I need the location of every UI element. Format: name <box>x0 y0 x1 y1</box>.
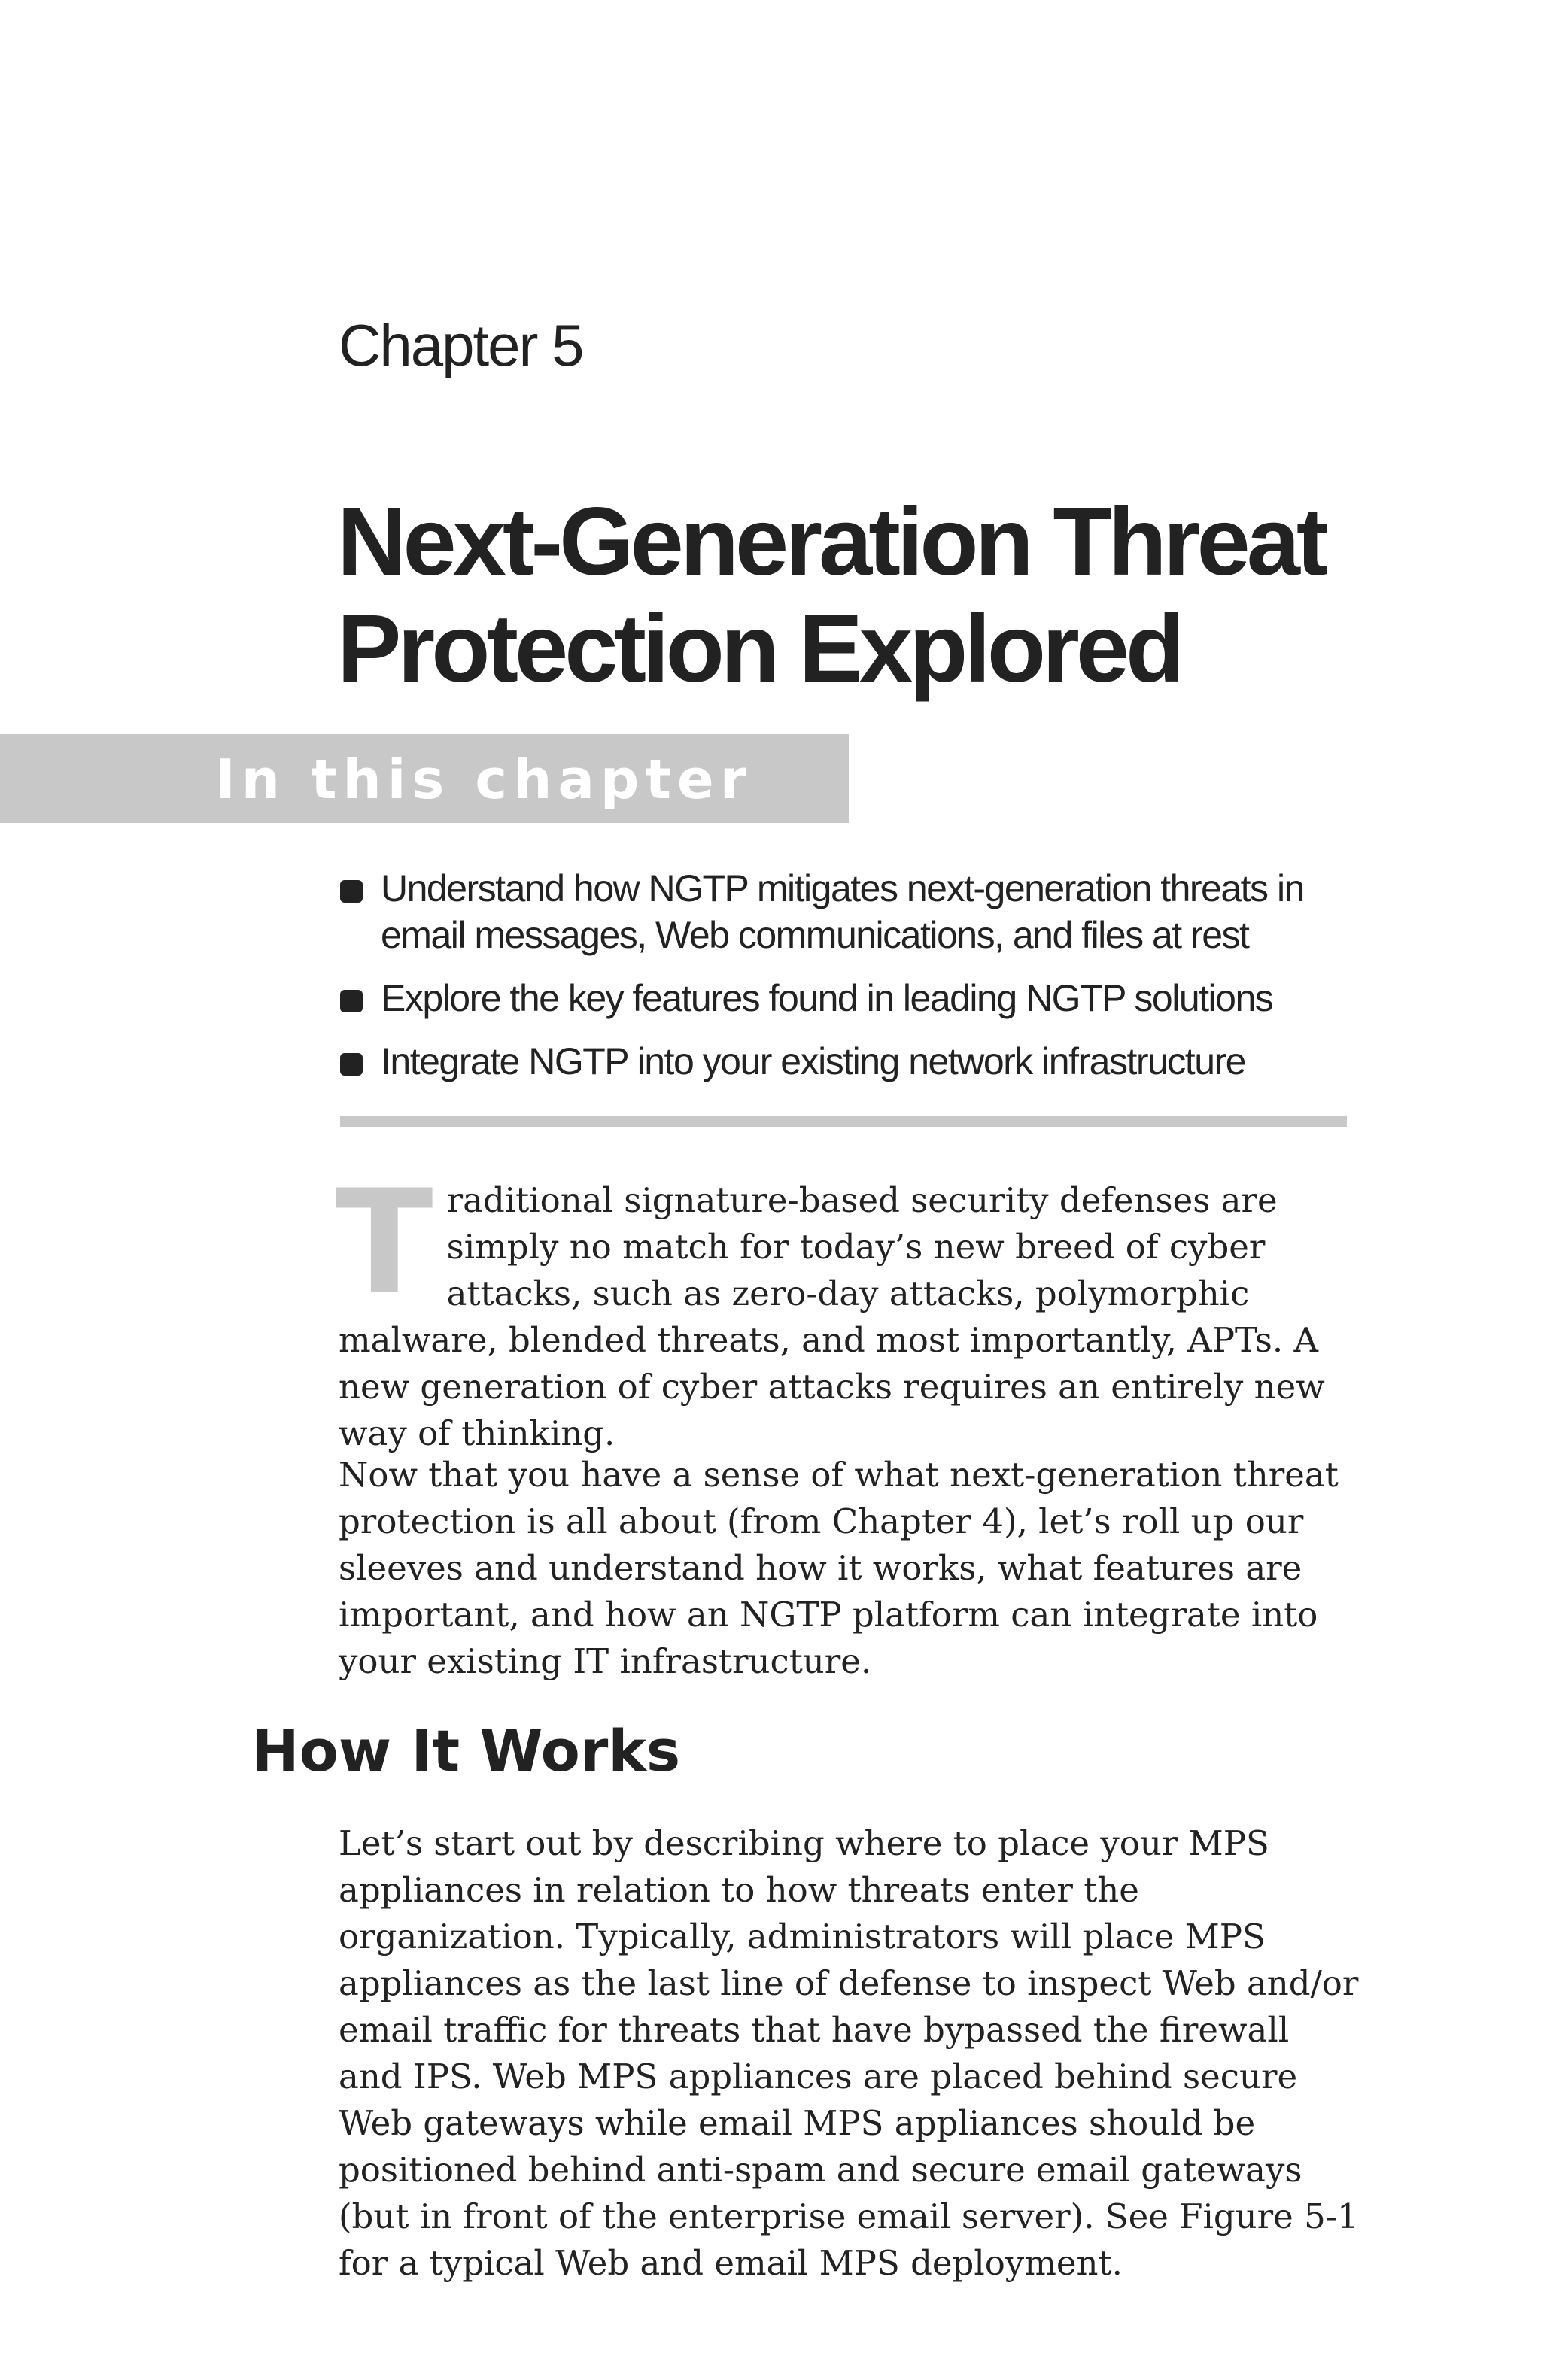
in-this-chapter-banner <box>0 734 849 823</box>
list-item-text: Understand how NGTP mitigates next-generation threats in email messages, Web communications, and files at rest <box>381 867 1304 956</box>
section-divider <box>340 1116 1347 1127</box>
square-bullet-icon <box>340 990 363 1012</box>
context-paragraph: Now that you have a sense of what next-generation threat protection is all about (from Chapter 4), let’s roll up our sleeves and understand how it works, what features are important, and how an NGTP platform can integrate into your existing IT infrastructure. <box>339 1455 1339 1681</box>
list-item-text: Explore the key features found in leading NGTP solutions <box>381 977 1273 1019</box>
banner-label: In this chapter <box>215 748 753 811</box>
section-heading: How It Works <box>251 1717 681 1784</box>
list-item <box>339 1038 1362 1085</box>
intro-paragraph-text: raditional signature-based security defenses are simply no match for today’s new breed of cyber attacks, such as zero-day attacks, polymorphic malware, blended threats, and most importantly, APTs. A new generation of cyber attacks requires an entirely new way of thinking. <box>339 1180 1325 1453</box>
square-bullet-icon <box>340 880 363 903</box>
list-item-text: Integrate NGTP into your existing network infrastructure <box>381 1040 1245 1082</box>
chapter-objectives-list <box>339 865 1362 1101</box>
how-it-works-paragraph: Let’s start out by describing where to place your MPS appliances in relation to how threats enter the organization. Typically, administrators will place MPS appliances as the last line of defense to inspect Web and/or email traffic for threats that have bypassed the firewall and IPS. Web MPS appliances are placed behind secure Web gateways while email MPS appliances should be positioned behind anti-spam and secure email gateways (but in front of the enterprise email server). See Figure 5-1 for a typical Web and email MPS deployment. <box>339 1823 1359 2283</box>
chapter-number: Chapter 5 <box>339 312 583 378</box>
list-item <box>339 865 1362 958</box>
list-item <box>339 975 1362 1022</box>
square-bullet-icon <box>340 1053 363 1076</box>
chapter-title: Next-Generation Threat Protection Explored <box>337 488 1325 703</box>
drop-cap: T <box>336 1159 433 1325</box>
intro-paragraph <box>336 1159 1362 1457</box>
